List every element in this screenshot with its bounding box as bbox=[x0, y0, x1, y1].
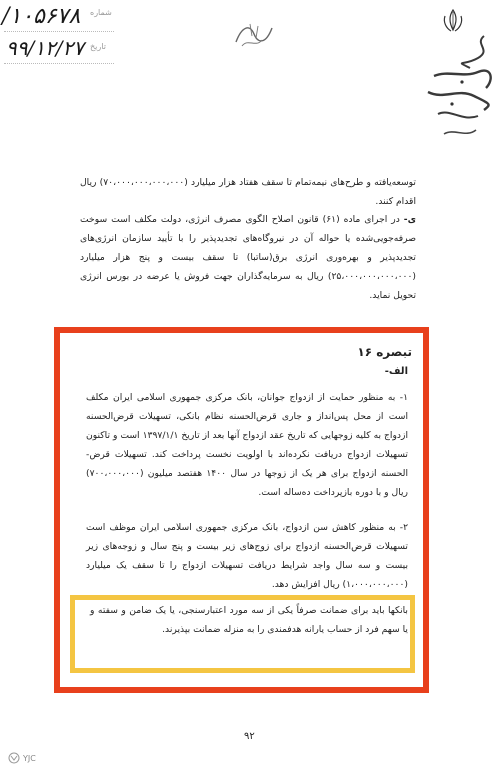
handwritten-mark-icon bbox=[232, 18, 278, 52]
watermark bbox=[8, 752, 36, 764]
watermark-text: YJC bbox=[23, 753, 36, 763]
presidential-calligraphy-icon bbox=[414, 30, 498, 150]
note-item-2: ۲- به منظور کاهش سن ازدواج، بانک مرکزی جمهوری اسلامی ایران موظف است تسهیلات قرض‌الحسنه ازدواج برای زوج‌های زیر بیست و پنج سال و زوجه‌های زیر بیست و سه سال واجد شرایط دریافت تسهیلات ازدواج را تا سقف یک میلیارد (۱،۰۰۰،۰۰۰،۰۰۰) ریال افزایش دهد. bbox=[86, 522, 408, 590]
number-underline bbox=[4, 30, 114, 32]
letter-date: ۹۹/۱۲/۲۷ bbox=[6, 36, 84, 60]
date-underline bbox=[4, 62, 114, 64]
date-label: تاریخ bbox=[90, 42, 106, 51]
number-label: شماره bbox=[90, 8, 112, 17]
note-title: تبصره ۱۶ bbox=[357, 345, 412, 359]
watermark-logo-icon bbox=[8, 752, 20, 764]
clause-label: ی- bbox=[403, 214, 416, 225]
paragraph-clause-y bbox=[80, 210, 416, 305]
clause-text: در اجرای ماده (۶۱) قانون اصلاح الگوی مصرف انرژی، دولت مکلف است سوخت صرفه‌جویی‌شده یا حواله آن در نیروگاه‌های تجدیدپذیر را با تأیید سازمان انرژی‌های تجدیدپذیر و بهره‌وری انرژی برق(ساتبا) تا سقف بیست و پنج هزار میلیارد (۲۵،۰۰۰،۰۰۰،۰۰۰،۰۰۰) ریال به سرمایه‌گذاران جهت فروش یا عرضه در بورس انرژی تحویل نماید. bbox=[80, 214, 416, 301]
letter-number: /۱۰۵۶۷۸ bbox=[2, 4, 81, 29]
note-item-1: ۱- به منظور حمایت از ازدواج جوانان، بانک مرکزی جمهوری اسلامی ایران مکلف است از محل پس‌انداز و جاری قرض‌الحسنه نظام بانکی، تسهیلات قرض‌الحسنه ازدواج به کلیه زوجهایی که تاریخ عقد ازدواج آنها بعد از تاریخ ۱۳۹۷/۱/۱ است و تاکنون تسهیلات ازدواج دریافت نکرده‌اند با اولویت نخست پرداخت کند. تسهیلات قرض-الحسنه ازدواج برای هر یک از زوجها در سال ۱۴۰۰ هفتصد میلیون (۷۰۰،۰۰۰،۰۰۰) ریال و با دوره بازپرداخت ده‌ساله است. bbox=[86, 392, 409, 498]
highlighted-guarantee-text: بانکها باید برای ضمانت صرفاً یکی از سه مورد اعتبارسنجی، یا یک ضامن و سفته و یا سهم فرد از حساب یارانه هدفمندی را به منزله ضمانت بپذیرند. bbox=[90, 605, 408, 635]
page-number: ۹۲ bbox=[244, 731, 255, 742]
paragraph-continuation: توسعه‌یافته و طرح‌های نیمه‌تمام تا سقف هفتاد هزار میلیارد (۷۰،۰۰۰،۰۰۰،۰۰۰،۰۰۰) ریال اقدام کنند. bbox=[80, 177, 416, 207]
section-label: الف- bbox=[384, 366, 408, 377]
